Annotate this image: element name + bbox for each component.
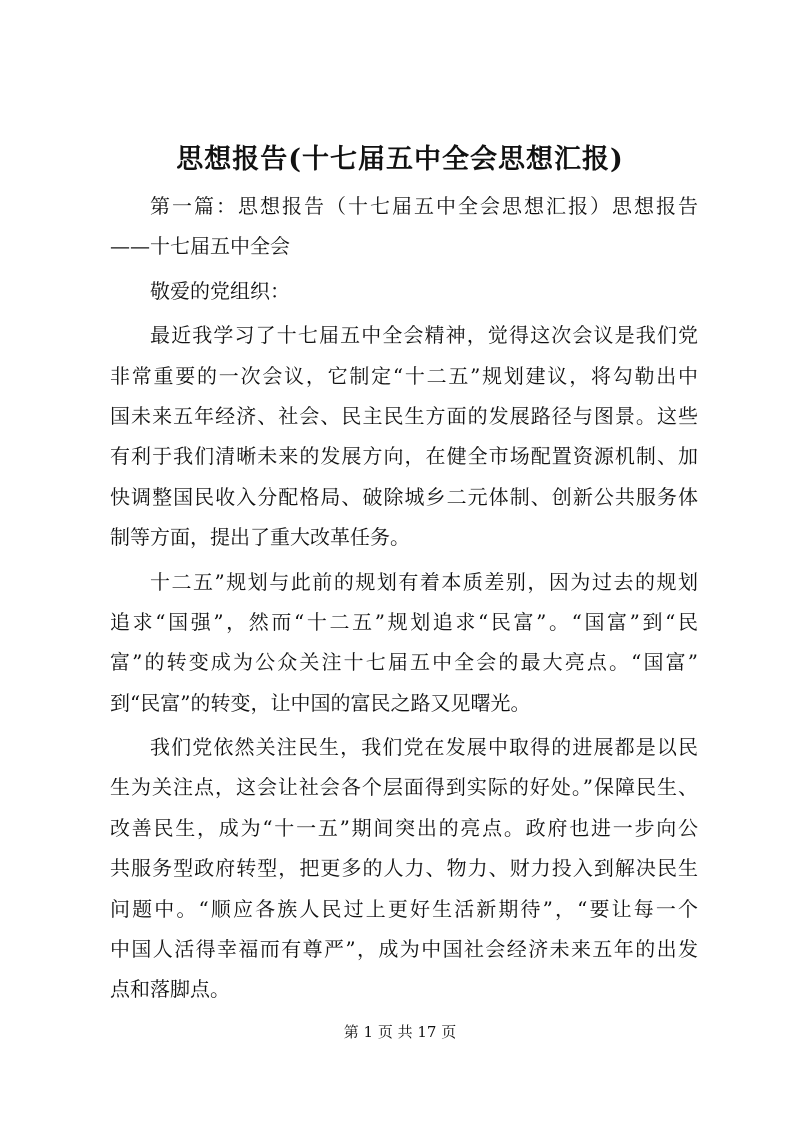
paragraph-line: 第一篇：思想报告（十七届五中全会思想汇报）思想报告	[150, 194, 698, 218]
paragraph-line: 共服务型政府转型，把更多的人力、物力、财力投入到解决民生	[110, 856, 698, 881]
page-footer: 第 1 页 共 17 页	[343, 1023, 457, 1041]
document-body	[110, 186, 698, 1010]
paragraph-line: 国未来五年经济、社会、民主民生方面的发展路径与图景。这些	[110, 403, 698, 428]
paragraph	[110, 727, 698, 1010]
paragraph-line: 问题中。“顺应各族人民过上更好生活新期待”，“要让每一个	[110, 896, 698, 921]
paragraph-line: 有利于我们清晰未来的发展方向，在健全市场配置资源机制、加	[110, 444, 698, 469]
paragraph	[110, 186, 698, 267]
paragraph-line: 点和落脚点。	[110, 977, 230, 1002]
paragraph-line: 追求“国强”，然而“十二五”规划追求“民富”。“国富”到“民	[110, 609, 698, 634]
paragraph-line: 非常重要的一次会议，它制定“十二五”规划建议，将勾勒出中	[110, 363, 698, 388]
paragraph	[110, 562, 698, 724]
paragraph-line: 富”的转变成为公众关注十七届五中全会的最大亮点。“国富”	[110, 650, 698, 675]
paragraph-line: 改善民生，成为“十一五”期间突出的亮点。政府也进一步向公	[110, 815, 698, 840]
paragraph-line: 最近我学习了十七届五中全会精神，觉得这次会议是我们党	[150, 323, 698, 348]
page-title: 思想报告(十七届五中全会思想汇报)	[176, 144, 624, 175]
paragraph-line: 制等方面，提出了重大改革任务。	[110, 525, 410, 550]
paragraph	[110, 271, 698, 311]
paragraph-line: ——十七届五中全会	[110, 234, 290, 259]
paragraph-line: 到“民富”的转变，让中国的富民之路又见曙光。	[110, 690, 531, 715]
paragraph	[110, 315, 698, 557]
paragraph-line: 快调整国民收入分配格局、破除城乡二元体制、创新公共服务体	[110, 484, 698, 509]
paragraph-line: 中国人活得幸福而有尊严”，成为中国社会经济未来五年的出发	[110, 937, 698, 962]
paragraph-line: 生为关注点，这会让社会各个层面得到实际的好处。”保障民生、	[110, 775, 698, 800]
paragraph-line: 我们党依然关注民生，我们党在发展中取得的进展都是以民	[150, 735, 698, 760]
paragraph-line: 十二五”规划与此前的规划有着本质差别，因为过去的规划	[150, 569, 698, 594]
paragraph-line: 敬爱的党组织：	[150, 278, 290, 303]
